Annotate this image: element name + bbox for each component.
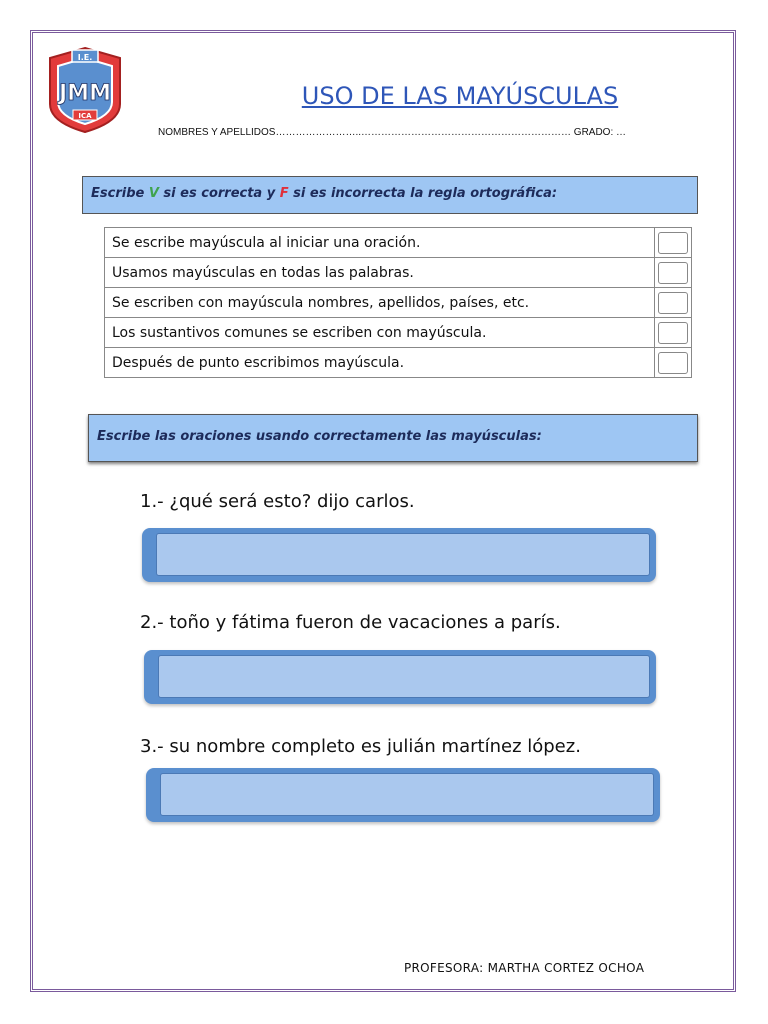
answer-field-3[interactable] <box>160 773 654 816</box>
logo-bottom-text: ICA <box>78 112 92 120</box>
teacher-name: PROFESORA: MARTHA CORTEZ OCHOA <box>404 961 645 975</box>
answer-box-2[interactable] <box>144 650 656 704</box>
answer-checkbox[interactable] <box>658 232 688 254</box>
f-letter: F <box>279 186 289 201</box>
instruction-suffix: si es incorrecta la regla ortográfica: <box>288 186 558 201</box>
statement-text: Usamos mayúsculas en todas las palabras. <box>105 258 655 288</box>
statement-text: Los sustantivos comunes se escriben con mayúscula. <box>105 318 655 348</box>
table-row <box>105 228 692 258</box>
table-row <box>105 348 692 378</box>
page-title: USO DE LAS MAYÚSCULAS <box>301 82 619 110</box>
v-letter: V <box>148 186 159 201</box>
answer-checkbox[interactable] <box>658 352 688 374</box>
names-grade-line: NOMBRES Y APELLIDOS……………………..……………………………………………………… GRADO: … <box>158 127 627 138</box>
instruction-banner-true-false <box>82 176 698 214</box>
answer-box-1[interactable] <box>142 528 656 582</box>
statement-text: Después de punto escribimos mayúscula. <box>105 348 655 378</box>
question-3: 3.- su nombre completo es julián martínez lópez. <box>140 736 581 757</box>
logo-main-text: JMM <box>59 81 111 106</box>
answer-checkbox[interactable] <box>658 292 688 314</box>
logo-top-text: I.E. <box>77 53 93 62</box>
answer-checkbox[interactable] <box>658 262 688 284</box>
instruction-banner-rewrite: Escribe las oraciones usando correctamente las mayúsculas: <box>88 414 698 462</box>
instruction-middle: si es correcta y <box>158 186 280 201</box>
table-row <box>105 288 692 318</box>
answer-field-1[interactable] <box>156 533 650 576</box>
school-logo <box>44 44 126 136</box>
statement-text: Se escribe mayúscula al iniciar una oración. <box>105 228 655 258</box>
question-2: 2.- toño y fátima fueron de vacaciones a parís. <box>140 612 561 633</box>
true-false-table <box>104 227 692 378</box>
table-row <box>105 258 692 288</box>
instruction-prefix: Escribe <box>91 186 149 201</box>
answer-field-2[interactable] <box>158 655 650 698</box>
table-row <box>105 318 692 348</box>
answer-checkbox[interactable] <box>658 322 688 344</box>
answer-box-3[interactable] <box>146 768 660 822</box>
question-1: 1.- ¿qué será esto? dijo carlos. <box>140 491 415 512</box>
statement-text: Se escriben con mayúscula nombres, apellidos, países, etc. <box>105 288 655 318</box>
